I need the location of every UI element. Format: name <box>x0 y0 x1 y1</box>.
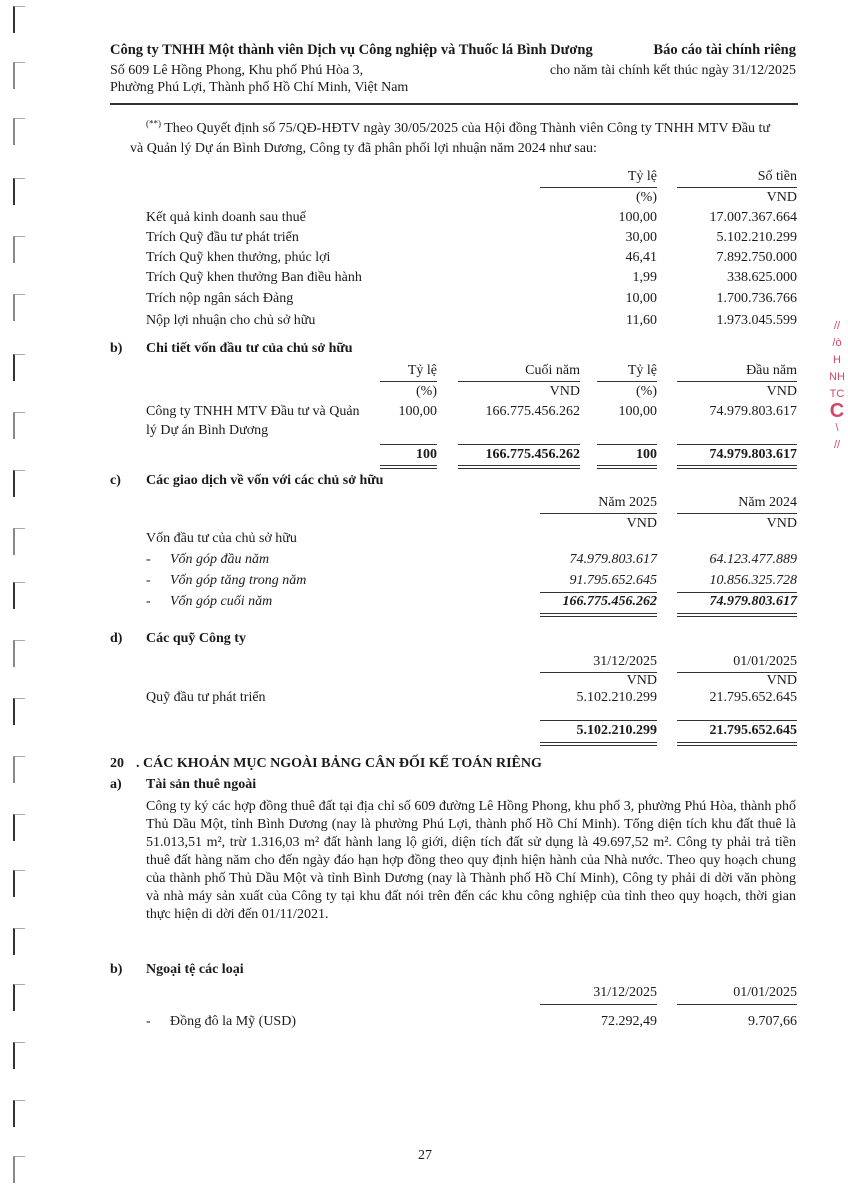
section-20-number: 20 <box>110 756 124 771</box>
col-unit-rate: (%) <box>636 190 657 205</box>
cell: 64.123.477.889 <box>709 552 797 567</box>
row-label: Vốn góp đầu năm <box>170 552 270 567</box>
cell: 5.102.210.299 <box>576 690 657 705</box>
owner-name-line1: Công ty TNHH MTV Đầu tư và Quản <box>146 404 360 419</box>
report-title: Báo cáo tài chính riêng <box>653 42 796 58</box>
stamp-text: H <box>833 354 841 366</box>
row-label: Quỹ đầu tư phát triển <box>146 690 266 705</box>
cell: 74.979.803.617 <box>709 594 797 609</box>
row-amount: 1.973.045.599 <box>716 313 797 328</box>
double-rule <box>677 742 797 746</box>
total-cell: 21.795.652.645 <box>709 723 797 738</box>
dash: - <box>146 552 151 567</box>
row-rate: 10,00 <box>625 291 657 306</box>
binder-mark <box>13 1100 25 1127</box>
row-amount: 17.007.367.664 <box>709 210 797 225</box>
company-name: Công ty TNHH Một thành viên Dịch vụ Công nghiệp và Thuốc lá Bình Dương <box>110 42 593 58</box>
row-amount: 5.102.210.299 <box>716 230 797 245</box>
stamp-text: // <box>833 439 841 451</box>
page-number: 27 <box>418 1148 432 1163</box>
col-unit: VND <box>549 384 580 399</box>
col-header: 01/01/2025 <box>733 985 797 1000</box>
total-rule <box>540 592 657 593</box>
total-cell: 5.102.210.299 <box>576 723 657 738</box>
cell: 9.707,66 <box>748 1014 797 1029</box>
double-rule <box>677 465 797 469</box>
col-unit: VND <box>766 516 797 531</box>
row-label: Trích Quỹ khen thưởng, phúc lợi <box>146 250 331 265</box>
row-label: Vốn góp cuối năm <box>170 594 273 609</box>
binder-mark <box>13 1156 25 1183</box>
binder-mark <box>13 62 25 89</box>
section-20a-marker: a) <box>110 777 122 792</box>
stamp-text: \ <box>835 422 839 434</box>
leased-land-paragraph: Công ty ký các hợp đồng thuê đất tại địa chỉ số 609 đường Lê Hồng Phong, khu phố 3, phường Phú Hòa, thành phố Thủ Dầu Một, tỉnh Bình Dương (nay là phường Phú Lợi, thành phố Hồ Chí Minh). Tổng diện tích khu đất thuê là 51.013,51 m², trừ 1.316,03 m² đất hành lang lộ giới, diện tích đất sử dụng là 49.697,52 m². Công ty phải trả tiền thuê đất hàng năm cho đến ngày đáo hạn hợp đồng theo quy định hiện hành của Nhà nước. Theo quy hoạch chung của thành phố Thủ Dầu Một và tỉnh Bình Dương (nay là Thành phố Hồ Chí Minh), Công ty phải di dời văn phòng và nhà máy sản xuất của Công ty tại khu đất nói trên đến các khu công nghiệp của tỉnh theo quy hoạch, thời gian thực hiện di dời đến 01/11/2021. <box>146 799 796 922</box>
total-rule <box>597 444 657 445</box>
col-header: 31/12/2025 <box>593 985 657 1000</box>
binder-mark <box>13 178 25 205</box>
total-rule <box>458 444 580 445</box>
double-rule <box>458 465 580 469</box>
section-d-marker: d) <box>110 631 123 646</box>
total-rule <box>540 720 657 721</box>
intro-line1: Theo Quyết định số 75/QĐ-HĐTV ngày 30/05/2025 của Hội đồng Thành viên Công ty TNHH MTV Đầu tư <box>161 121 771 136</box>
binder-mark <box>13 6 25 33</box>
group-label: Vốn đầu tư của chủ sở hữu <box>146 531 297 546</box>
binder-mark <box>13 984 25 1011</box>
cell: 74.979.803.617 <box>709 404 797 419</box>
binder-mark <box>13 470 25 497</box>
section-20b-marker: b) <box>110 962 123 977</box>
section-20-title: . CÁC KHOẢN MỤC NGOÀI BẢNG CÂN ĐỐI KẾ TOÁN RIÊNG <box>136 756 542 771</box>
row-amount: 338.625.000 <box>727 270 797 285</box>
section-d-title: Các quỹ Công ty <box>146 631 246 646</box>
stamp-text: C <box>829 400 845 422</box>
header-divider <box>110 103 798 105</box>
col-header-amount: Số tiền <box>757 169 797 184</box>
binder-mark <box>13 528 25 555</box>
row-label: Trích nộp ngân sách Đảng <box>146 291 294 306</box>
stamp-text: NH <box>829 371 845 383</box>
col-rule <box>458 381 580 382</box>
cell: 100,00 <box>618 404 657 419</box>
red-stamp-fragment <box>826 318 848 488</box>
cell: 74.979.803.617 <box>569 552 657 567</box>
col-header: Cuối năm <box>525 363 580 378</box>
company-address-line2: Phường Phú Lợi, Thành phố Hồ Chí Minh, Việt Nam <box>110 80 409 95</box>
col-unit: VND <box>626 673 657 688</box>
total-rule <box>677 592 797 593</box>
row-label: Nộp lợi nhuận cho chủ sở hữu <box>146 313 316 328</box>
double-rule <box>597 465 657 469</box>
section-c-marker: c) <box>110 473 121 488</box>
dash: - <box>146 573 151 588</box>
col-rule <box>540 187 657 188</box>
col-header: 01/01/2025 <box>733 654 797 669</box>
col-header: Năm 2024 <box>738 495 797 510</box>
binder-mark <box>13 118 25 145</box>
intro-line2: và Quản lý Dự án Bình Dương, Công ty đã phân phối lợi nhuận năm 2024 như sau: <box>130 141 597 156</box>
double-rule <box>540 742 657 746</box>
binder-mark <box>13 294 25 321</box>
total-cell: 100 <box>416 447 437 462</box>
col-rule <box>677 187 797 188</box>
cell: 100,00 <box>398 404 437 419</box>
row-label: Trích Quỹ đầu tư phát triển <box>146 230 299 245</box>
note-marker: (**) <box>146 118 161 129</box>
col-unit: VND <box>766 384 797 399</box>
total-cell: 74.979.803.617 <box>709 447 797 462</box>
row-amount: 7.892.750.000 <box>716 250 797 265</box>
row-rate: 100,00 <box>618 210 657 225</box>
dash: - <box>146 1014 151 1029</box>
cell: 166.775.456.262 <box>485 404 580 419</box>
col-header: Tỷ lệ <box>407 363 437 378</box>
row-rate: 11,60 <box>626 313 657 328</box>
company-address-line1: Số 609 Lê Hồng Phong, Khu phố Phú Hòa 3, <box>110 63 364 78</box>
total-rule <box>380 444 437 445</box>
double-rule <box>380 465 437 469</box>
row-amount: 1.700.736.766 <box>716 291 797 306</box>
col-rule <box>677 381 797 382</box>
binder-mark <box>13 640 25 667</box>
section-20b-title: Ngoại tệ các loại <box>146 962 244 977</box>
double-rule <box>677 613 797 617</box>
total-cell: 166.775.456.262 <box>485 447 580 462</box>
row-label: Vốn góp tăng trong năm <box>170 573 307 588</box>
section-c-title: Các giao dịch về vốn với các chủ sở hữu <box>146 473 384 488</box>
total-cell: 100 <box>636 447 657 462</box>
col-unit: (%) <box>636 384 657 399</box>
col-rule <box>540 1004 657 1005</box>
cell: 10.856.325.728 <box>709 573 797 588</box>
section-b-marker: b) <box>110 341 123 356</box>
row-label: Kết quả kinh doanh sau thuế <box>146 210 306 225</box>
binder-mark <box>13 1042 25 1069</box>
col-unit-amount: VND <box>766 190 797 205</box>
col-header-rate: Tỷ lệ <box>627 169 657 184</box>
binder-mark <box>13 236 25 263</box>
binder-mark <box>13 814 25 841</box>
report-period: cho năm tài chính kết thúc ngày 31/12/2025 <box>549 63 796 78</box>
cell: 91.795.652.645 <box>569 573 657 588</box>
cell: 72.292,49 <box>601 1014 657 1029</box>
binder-mark <box>13 870 25 897</box>
binder-mark <box>13 582 25 609</box>
stamp-text: TC <box>829 388 845 400</box>
col-rule <box>540 513 657 514</box>
col-header: Tỷ lệ <box>627 363 657 378</box>
col-unit: (%) <box>416 384 437 399</box>
col-header: Năm 2025 <box>598 495 657 510</box>
double-rule <box>540 613 657 617</box>
row-rate: 46,41 <box>625 250 657 265</box>
section-20a-title: Tài sản thuê ngoài <box>146 777 257 792</box>
cell: 166.775.456.262 <box>562 594 657 609</box>
binder-mark <box>13 412 25 439</box>
cell: 21.795.652.645 <box>709 690 797 705</box>
col-unit: VND <box>766 673 797 688</box>
binder-mark <box>13 354 25 381</box>
stamp-text: // <box>833 320 841 332</box>
total-rule <box>677 444 797 445</box>
total-rule <box>677 720 797 721</box>
col-rule <box>380 381 437 382</box>
row-label: Trích Quỹ khen thưởng Ban điều hành <box>146 270 362 285</box>
row-rate: 30,00 <box>625 230 657 245</box>
section-b-title: Chi tiết vốn đầu tư của chủ sở hữu <box>146 341 353 356</box>
col-header: Đầu năm <box>746 363 797 378</box>
row-label: Đồng đô la Mỹ (USD) <box>170 1014 296 1029</box>
owner-name-line2: lý Dự án Bình Dương <box>146 423 269 438</box>
binder-mark <box>13 928 25 955</box>
profit-distribution-intro <box>146 118 771 137</box>
stamp-text: /ò <box>832 337 842 349</box>
dash: - <box>146 594 151 609</box>
row-rate: 1,99 <box>632 270 657 285</box>
col-rule <box>677 1004 797 1005</box>
binder-mark <box>13 698 25 725</box>
col-header: 31/12/2025 <box>593 654 657 669</box>
col-unit: VND <box>626 516 657 531</box>
binder-mark <box>13 756 25 783</box>
col-rule <box>597 381 657 382</box>
col-rule <box>677 513 797 514</box>
